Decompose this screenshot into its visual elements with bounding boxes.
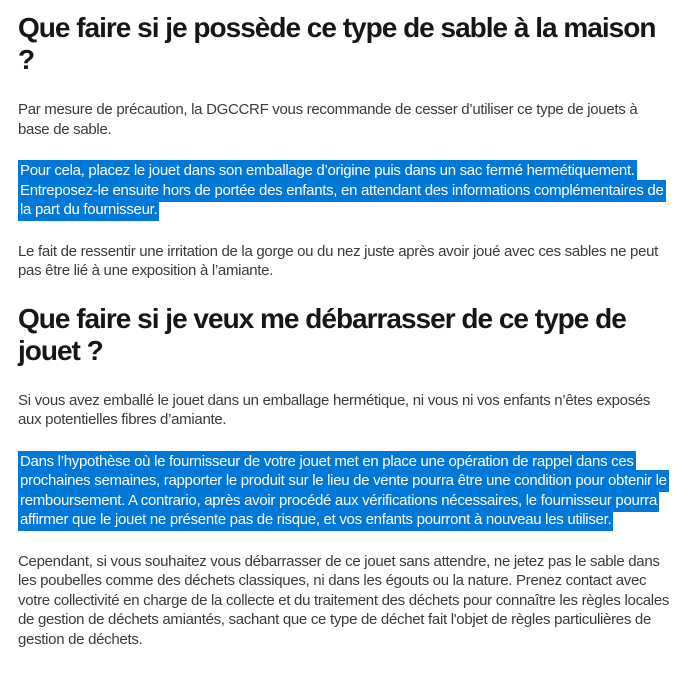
paragraph-irritation-gorge: Le fait de ressentir une irritation de la gorge ou du nez juste après avoir joué avec ces sables ne peut pas être lié à une exposition à l’amiante. [18, 242, 659, 279]
paragraph-precaution-dgccrf: Par mesure de précaution, la DGCCRF vous recommande de cesser d’utiliser ce type de jouets à base de sable. [18, 101, 638, 138]
paragraph-operation-rappel [18, 452, 672, 530]
paragraph-emballage-hermetique: Si vous avez emballé le jouet dans un emballage hermétique, ni vous ni vos enfants n’êtes exposés aux potentielles fibres d’amiante. [18, 391, 651, 428]
selected-text-emballage: Pour cela, placez le jouet dans son emballage d’origine puis dans un sac fermé hermétiquement. Entreposez-le ensuite hors de portée des enfants, en attendant des informations complémentaires de la part du fournisseur. [18, 160, 666, 221]
section-heading-debarrasser-jouet: Que faire si je veux me débarrasser de ce type de jouet ? [18, 302, 626, 366]
selected-text-rappel: Dans l’hypothèse où le fournisseur de votre jouet met en place une opération de rappel dans ces prochaines semaines, rapporter le produit sur le lieu de vente pourra être une condition pour obtenir le remboursement. A contrario, après avoir procédé aux vérifications nécessaires, le fournisseur pourra affirmer que le jouet ne présente pas de risque, et vos enfants pourront à nouveau les utiliser. [18, 451, 669, 532]
section-heading-sable-maison: Que faire si je possède ce type de sable à la maison ? [18, 12, 656, 75]
paragraph-emballage-consigne [18, 161, 672, 220]
paragraph-gestion-dechets: Cependant, si vous souhaitez vous débarrasser de ce jouet sans attendre, ne jetez pas le sable dans les poubelles comme des déchets classiques, ni dans les égouts ou la nature. Prenez contact avec votre collectivité en charge de la collecte et du traitement des déchets pour connaître les règles locales de gestion de déchets amiantés, sachant que ce type de déchet fait l'objet de règles particulières de gestion de déchets. [18, 552, 670, 648]
